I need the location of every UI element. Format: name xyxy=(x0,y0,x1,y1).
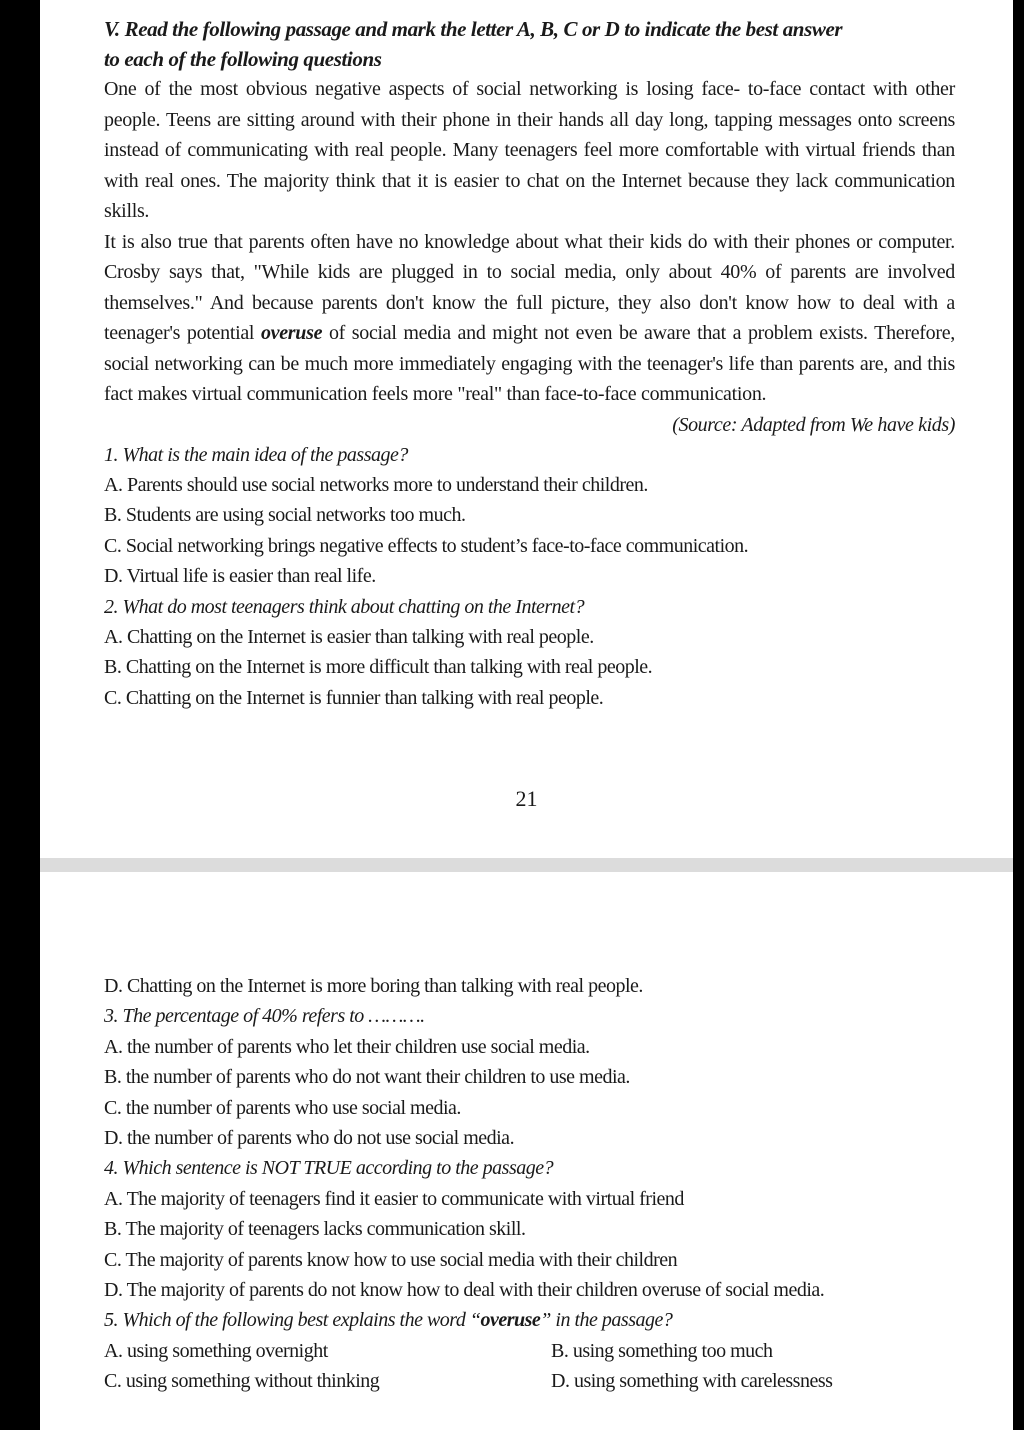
question-3: 3. The percentage of 40% refers to ………. xyxy=(104,1005,425,1028)
q5-options-row-2 xyxy=(104,1366,955,1396)
page-divider xyxy=(40,858,1013,872)
q5-option-b[interactable]: B. using something too much xyxy=(551,1339,773,1362)
page-number: 21 xyxy=(515,786,538,811)
q5-option-d[interactable]: D. using something with carelessness xyxy=(551,1370,833,1393)
q1-option-c[interactable]: C. Social networking brings negative effects to student’s face-to-face communication. xyxy=(104,534,749,557)
questions-continued xyxy=(104,971,955,1397)
heading-line-1: V. Read the following passage and mark the letter A, B, C or D to indicate the best answer xyxy=(104,17,843,41)
passage-paragraph-2 xyxy=(104,227,955,410)
q4-option-b[interactable]: B. The majority of teenagers lacks communication skill. xyxy=(104,1218,526,1241)
q1-option-b[interactable]: B. Students are using social networks too much. xyxy=(104,504,466,527)
passage-keyword-overuse: overuse xyxy=(260,322,323,344)
q2-option-c[interactable]: C. Chatting on the Internet is funnier than talking with real people. xyxy=(104,686,604,709)
passage-p2-text-end: of social media and might not even be aware that a problem exists. Therefore, social networking can be much more immediately engaging with the teenager's life than parents are, and this fact makes virtual communication feels more "real" than face-to-face communication. xyxy=(104,322,956,405)
q3-option-a[interactable]: A. the number of parents who let their children use social media. xyxy=(104,1035,590,1058)
q1-option-d[interactable]: D. Virtual life is easier than real life. xyxy=(104,565,376,588)
q5-option-a[interactable]: A. using something overnight xyxy=(104,1339,328,1362)
heading-line-2: to each of the following questions xyxy=(104,47,382,71)
page-21 xyxy=(40,0,1013,858)
question-2: 2. What do most teenagers think about chatting on the Internet? xyxy=(104,595,585,618)
question-5 xyxy=(104,1305,955,1335)
q3-option-d[interactable]: D. the number of parents who do not use social media. xyxy=(104,1127,515,1150)
page-22 xyxy=(40,872,1013,1430)
passage-source: (Source: Adapted from We have kids) xyxy=(672,413,955,436)
exercise-heading xyxy=(104,14,955,74)
q4-option-d[interactable]: D. The majority of parents do not know how to deal with their children overuse of social media. xyxy=(104,1279,825,1302)
q4-option-a[interactable]: A. The majority of teenagers find it easier to communicate with virtual friend xyxy=(104,1187,684,1210)
q5-text-end: ” in the passage? xyxy=(540,1309,673,1332)
q3-option-b[interactable]: B. the number of parents who do not want their children to use media. xyxy=(104,1066,630,1089)
question-1: 1. What is the main idea of the passage? xyxy=(104,443,408,466)
q2-option-d[interactable]: D. Chatting on the Internet is more boring than talking with real people. xyxy=(104,975,643,997)
q2-option-a[interactable]: A. Chatting on the Internet is easier than talking with real people. xyxy=(104,625,594,648)
q5-option-c[interactable]: C. using something without thinking xyxy=(104,1370,380,1393)
q3-option-c[interactable]: C. the number of parents who use social media. xyxy=(104,1096,461,1119)
passage-paragraph-1: One of the most obvious negative aspects of social networking is losing face- to-face contact with other people. Teens are sitting around with their phone in their hands all day long, tapping messages onto screens instead of communicating with real people. Many teenagers feel more comfortable with virtual friends than with real ones. The majority think that it is easier to chat on the Internet because they lack communication skills. xyxy=(104,78,955,222)
q1-option-a[interactable]: A. Parents should use social networks more to understand their children. xyxy=(104,473,648,496)
q5-options-row-1 xyxy=(104,1336,955,1366)
q5-keyword-overuse: overuse xyxy=(480,1309,541,1332)
question-4: 4. Which sentence is NOT TRUE according to the passage? xyxy=(104,1157,554,1180)
q2-option-b[interactable]: B. Chatting on the Internet is more difficult than talking with real people. xyxy=(104,656,653,679)
q4-option-c[interactable]: C. The majority of parents know how to use social media with their children xyxy=(104,1248,678,1271)
q5-text: 5. Which of the following best explains the word “ xyxy=(104,1309,481,1332)
passage-p2-text: It is also true that parents often have no knowledge about what their kids do with their phones or computer. Crosby says that, "While kids are plugged in to social media, only about 40% of parents are involved themselves." And because parents don't know the full picture, they also don't know how to deal with a teenager's potential xyxy=(104,230,955,344)
exercise-block xyxy=(104,14,955,713)
